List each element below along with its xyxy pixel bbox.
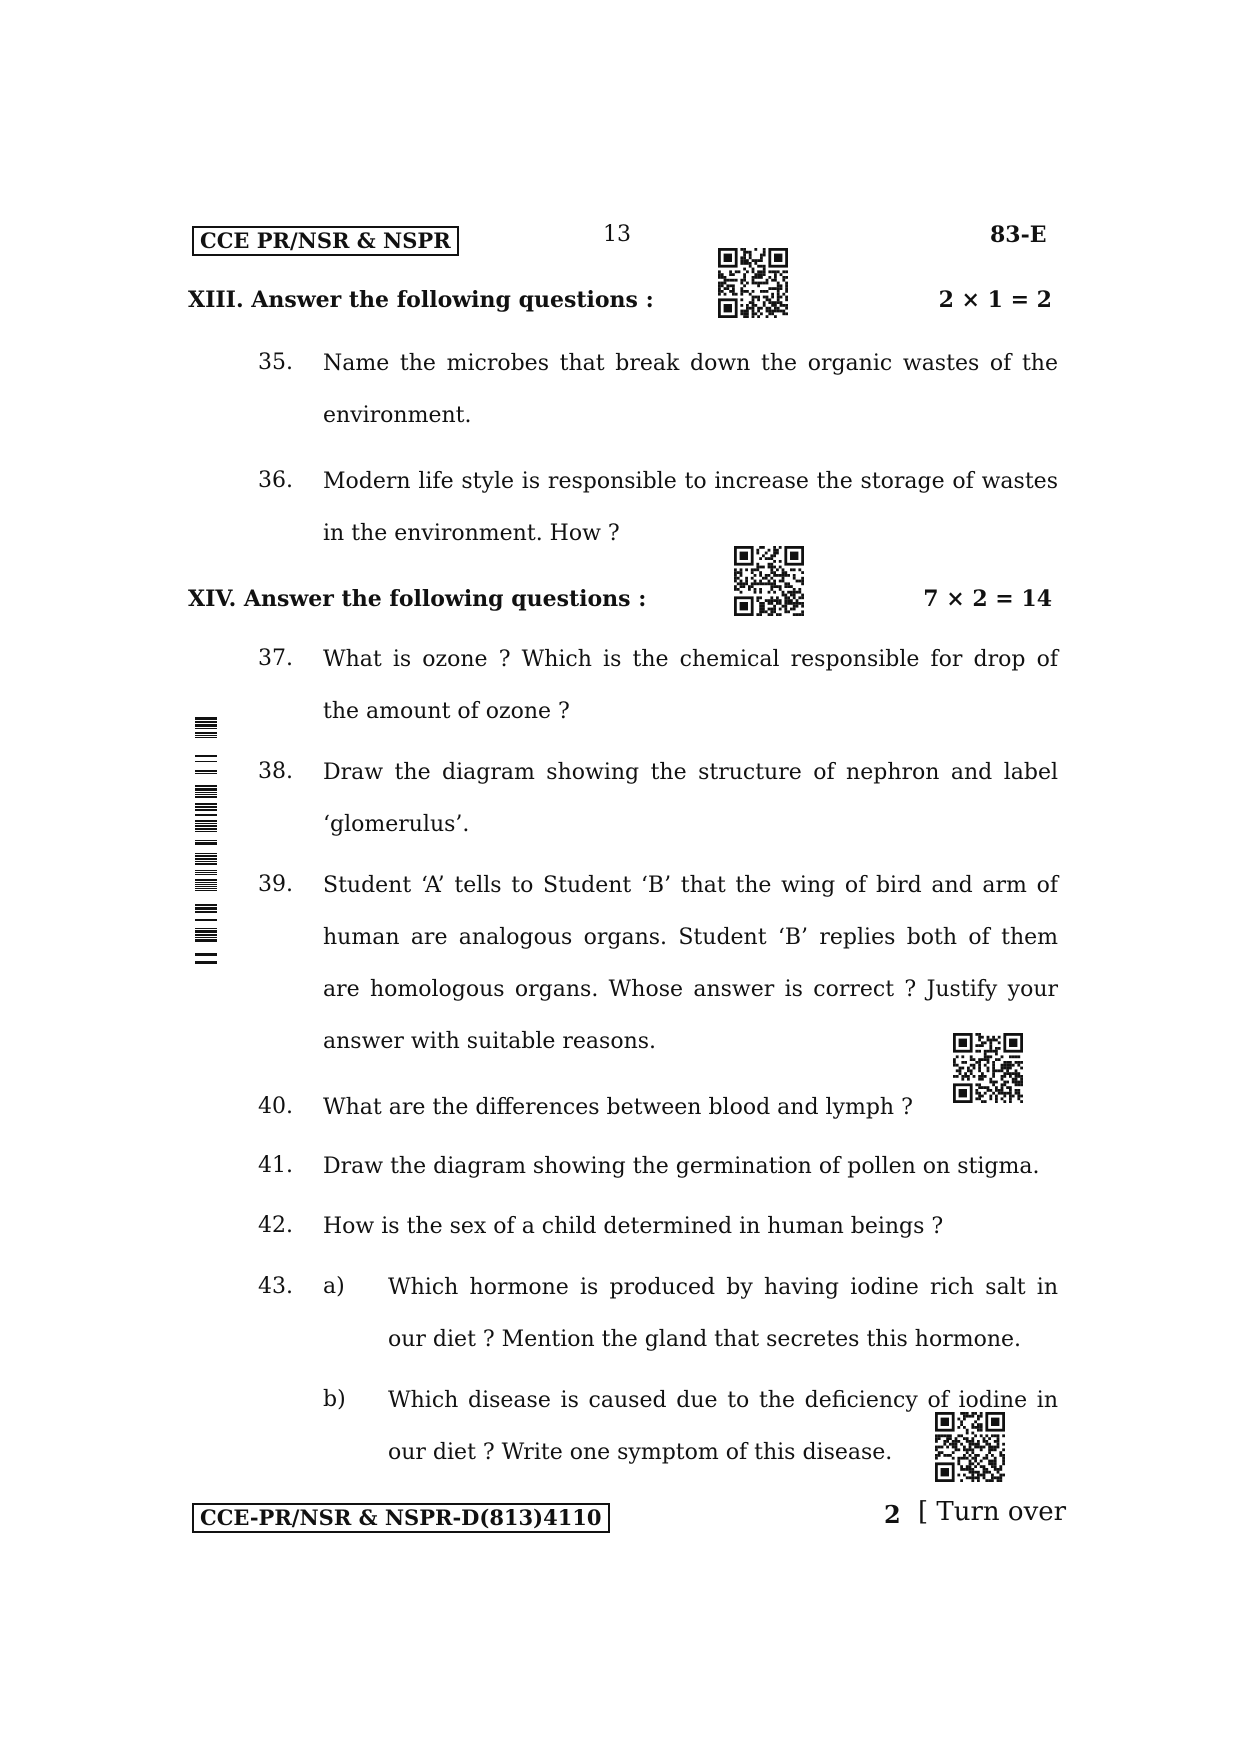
header-code: CCE PR/NSR & NSPR: [192, 226, 459, 256]
question-number: 42.: [258, 1213, 293, 1238]
section-heading: XIII. Answer the following questions :: [188, 287, 654, 313]
question-line: Draw the diagram showing the structure of nephron and label: [323, 760, 1058, 785]
question-text: [323, 1201, 1058, 1253]
question-line: are homologous organs. Whose answer is correct ? Justify your: [323, 977, 1058, 1002]
question-line: our diet ? Write one symptom of this disease.: [388, 1440, 893, 1465]
question-line: Student ‘A’ tells to Student ‘B’ that the wing of bird and arm of: [323, 873, 1058, 898]
question-number: 40.: [258, 1094, 293, 1119]
section-marks: 2 × 1 = 2: [938, 287, 1052, 313]
question-number: 37.: [258, 646, 293, 671]
question-line: Modern life style is responsible to increase the storage of wastes: [323, 469, 1058, 494]
question-line: answer with suitable reasons.: [323, 1029, 657, 1054]
barcode-icon: [195, 715, 217, 971]
question-number: 39.: [258, 872, 293, 897]
question-text: [323, 456, 1058, 560]
page-number: 13: [603, 222, 631, 247]
question-number: 43.: [258, 1274, 293, 1299]
question-text: [323, 634, 1058, 738]
question-text: [323, 1082, 1058, 1134]
sub-question-label: b): [323, 1387, 346, 1412]
question-line: human are analogous organs. Student ‘B’ replies both of them: [323, 925, 1058, 950]
footer-code: CCE-PR/NSR & NSPR-D(813)4110: [192, 1503, 610, 1533]
question-line: Name the microbes that break down the organic wastes of the: [323, 351, 1058, 376]
question-number: 38.: [258, 759, 293, 784]
section-marks: 7 × 2 = 14: [923, 586, 1052, 612]
question-line: environment.: [323, 403, 472, 428]
question-line: What is ozone ? Which is the chemical responsible for drop of: [323, 647, 1058, 672]
sub-question-text: [388, 1262, 1058, 1366]
question-line: Draw the diagram showing the germination of pollen on stigma.: [323, 1154, 1040, 1179]
question-number: 35.: [258, 350, 293, 375]
question-text: [323, 1141, 1058, 1193]
turn-over-label: [ Turn over: [918, 1497, 1067, 1527]
question-line: Which disease is caused due to the deficiency of iodine in: [388, 1388, 1058, 1413]
question-line: How is the sex of a child determined in human beings ?: [323, 1214, 944, 1239]
question-line: What are the differences between blood and lymph ?: [323, 1095, 913, 1120]
paper-code: 83-E: [990, 222, 1047, 248]
question-number: 41.: [258, 1153, 293, 1178]
sheet-number: 2: [884, 1500, 901, 1529]
question-text: [323, 338, 1058, 442]
question-line: in the environment. How ?: [323, 521, 620, 546]
question-number: 36.: [258, 468, 293, 493]
question-text: [323, 860, 1058, 1068]
question-line: our diet ? Mention the gland that secretes this hormone.: [388, 1327, 1022, 1352]
sub-question-label: a): [323, 1274, 345, 1299]
sub-question-text: [388, 1375, 1058, 1479]
question-text: [323, 747, 1058, 851]
section-heading: XIV. Answer the following questions :: [188, 586, 647, 612]
question-line: Which hormone is produced by having iodine rich salt in: [388, 1275, 1058, 1300]
qr-code-icon: [718, 248, 788, 318]
question-line: ‘glomerulus’.: [323, 812, 470, 837]
question-line: the amount of ozone ?: [323, 699, 570, 724]
